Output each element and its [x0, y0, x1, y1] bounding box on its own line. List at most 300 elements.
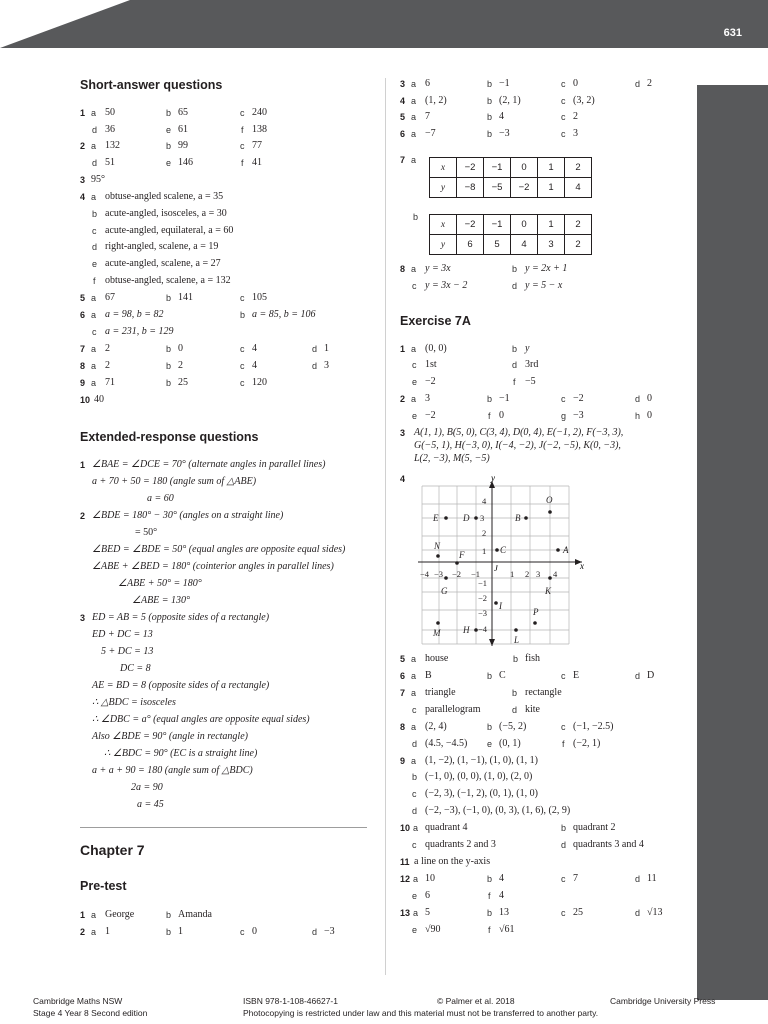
- answer: −7: [425, 128, 436, 139]
- part-label: d: [635, 908, 641, 918]
- part-label: e: [92, 259, 98, 269]
- part-label: c: [412, 281, 417, 291]
- part-label: e: [412, 891, 418, 901]
- part-label: b: [166, 378, 172, 388]
- part-label: b: [512, 344, 518, 354]
- part-label: e: [412, 377, 418, 387]
- answer: 2: [573, 111, 578, 122]
- part-label: b: [487, 79, 493, 89]
- answer: 6: [425, 890, 430, 901]
- answer: 105: [252, 292, 267, 303]
- point-e: [444, 516, 448, 520]
- part-label: b: [487, 112, 493, 122]
- part-label: e: [166, 158, 172, 168]
- table-row: [430, 215, 592, 235]
- question-number: 7: [80, 344, 86, 354]
- working-line: ED + DC = 13: [92, 629, 153, 640]
- answer: (−2, 1): [573, 738, 601, 749]
- answer: (2, 4): [425, 721, 447, 732]
- answer: y = 3x − 2: [425, 280, 468, 291]
- part-label: b: [413, 212, 419, 222]
- answer: acute-angled, scalene, a = 27: [105, 258, 221, 269]
- answer: 240: [252, 107, 267, 118]
- part-label: a: [411, 671, 417, 681]
- working-line: a = 45: [137, 799, 164, 810]
- answer: 0: [252, 926, 257, 937]
- part-label: a: [411, 264, 417, 274]
- answer: 132: [105, 140, 120, 151]
- part-label: a: [91, 378, 97, 388]
- question-number: 4: [80, 192, 86, 202]
- table-cell: 4: [565, 178, 592, 198]
- answer: 0: [499, 410, 504, 421]
- answer: quadrants 3 and 4: [573, 839, 644, 850]
- question-number: 3: [400, 428, 406, 438]
- part-label: d: [512, 705, 518, 715]
- part-label: c: [561, 79, 566, 89]
- table-cell: −5: [484, 178, 511, 198]
- part-label: a: [411, 96, 417, 106]
- y-axis-label: y: [491, 474, 495, 483]
- answer: G(−5, 1), H(−3, 0), I(−4, −2), J(−2, −5), K(0, −3),: [414, 440, 621, 451]
- answer: 50: [105, 107, 115, 118]
- footer-publisher: Cambridge University Press: [610, 996, 716, 1006]
- part-label: d: [312, 361, 318, 371]
- x-tick: 4: [553, 569, 558, 579]
- answer: 138: [252, 124, 267, 135]
- question-number: 8: [400, 264, 406, 274]
- answer: 41: [252, 157, 262, 168]
- answer: 4: [499, 873, 504, 884]
- table-cell: 6: [457, 235, 484, 255]
- table-of-values-7b: [429, 214, 592, 255]
- answer: (0, 1): [499, 738, 521, 749]
- answer: 1: [178, 926, 183, 937]
- point-label: L: [514, 635, 520, 645]
- part-label: a: [411, 79, 417, 89]
- answer: (−1, 0), (0, 0), (1, 0), (2, 0): [425, 771, 533, 782]
- table-cell: 5: [484, 235, 511, 255]
- part-label: d: [312, 927, 318, 937]
- x-tick: −2: [452, 569, 462, 579]
- x-axis-label: x: [580, 561, 584, 571]
- part-label: b: [240, 310, 246, 320]
- table-row: [430, 178, 592, 198]
- answer: −1: [499, 78, 510, 89]
- answer: √90: [425, 924, 441, 935]
- table-cell: −1: [484, 215, 511, 235]
- y-tick: 2: [482, 528, 487, 538]
- heading-pre-test: Pre-test: [80, 879, 127, 893]
- part-label: e: [487, 739, 493, 749]
- part-label: a: [413, 908, 419, 918]
- part-label: a: [411, 155, 417, 165]
- answer: quadrant 4: [425, 822, 468, 833]
- part-label: f: [488, 891, 491, 901]
- table-cell: 4: [511, 235, 538, 255]
- answer: acute-angled, equilateral, a = 60: [105, 225, 234, 236]
- question-number: 3: [80, 613, 86, 623]
- part-label: c: [240, 141, 245, 151]
- question-number: 5: [400, 654, 406, 664]
- working-line: 5 + DC = 13: [101, 646, 154, 657]
- part-label: b: [166, 361, 172, 371]
- answer: a = 98, b = 82: [105, 309, 164, 320]
- part-label: a: [91, 310, 97, 320]
- y-axis-arrow-down: [489, 639, 495, 646]
- answer: −5: [525, 376, 536, 387]
- answer: −3: [573, 410, 584, 421]
- part-label: b: [487, 722, 493, 732]
- part-label: g: [561, 411, 567, 421]
- question-number: 2: [400, 394, 406, 404]
- question-number: 10: [80, 395, 91, 405]
- footer-book-edition: Stage 4 Year 8 Second edition: [33, 1008, 148, 1018]
- coordinate-plane: [412, 474, 587, 652]
- answer: 25: [178, 377, 188, 388]
- heading-exercise-7a: Exercise 7A: [400, 314, 471, 328]
- answer: obtuse-angled scalene, a = 35: [105, 191, 224, 202]
- part-label: f: [488, 411, 491, 421]
- part-label: c: [412, 705, 417, 715]
- answer: 36: [105, 124, 115, 135]
- question-number: 12: [400, 874, 411, 884]
- working-line: DC = 8: [120, 663, 151, 674]
- working-line: ∴ ∠DBC = a° (equal angles are opposite equal sides): [92, 714, 310, 725]
- part-label: d: [635, 79, 641, 89]
- point-a: [556, 548, 560, 552]
- table-cell: −1: [484, 158, 511, 178]
- part-label: b: [487, 394, 493, 404]
- working-line: ∴ ∠BDC = 90° (EC is a straight line): [104, 748, 258, 759]
- working-line: 2a = 90: [131, 782, 163, 793]
- part-label: a: [411, 654, 417, 664]
- answer: 2: [105, 343, 110, 354]
- answer: 95°: [91, 174, 105, 185]
- part-label: a: [411, 722, 417, 732]
- heading-extended-response: Extended-response questions: [80, 430, 259, 444]
- part-label: a: [411, 112, 417, 122]
- table-cell: 1: [538, 215, 565, 235]
- answer: (1, −2), (1, −1), (1, 0), (1, 1): [425, 755, 538, 766]
- point-label: M: [433, 628, 441, 638]
- question-number: 10: [400, 823, 411, 833]
- working-line: ∠ABE + ∠BED = 180° (cointerior angles in parallel lines): [92, 561, 334, 572]
- part-label: c: [412, 789, 417, 799]
- point-label: P: [533, 607, 539, 617]
- working-line: a = 60: [147, 493, 174, 504]
- side-tab: [697, 85, 768, 1000]
- question-number: 2: [80, 927, 86, 937]
- table-cell: y: [430, 235, 457, 255]
- answer: 0: [647, 393, 652, 404]
- answer: C: [499, 670, 506, 681]
- answer: √61: [499, 924, 515, 935]
- part-label: a: [411, 756, 417, 766]
- table-cell: 0: [511, 158, 538, 178]
- answer: 61: [178, 124, 188, 135]
- y-tick: 4: [482, 496, 487, 506]
- part-label: a: [91, 910, 97, 920]
- answer: 51: [105, 157, 115, 168]
- part-label: b: [512, 264, 518, 274]
- answer: −2: [425, 410, 436, 421]
- question-number: 8: [80, 361, 86, 371]
- point-i: [494, 601, 498, 605]
- answer: a = 85, b = 106: [252, 309, 316, 320]
- table-cell: −2: [457, 215, 484, 235]
- answer: −2: [425, 376, 436, 387]
- question-number: 3: [400, 79, 406, 89]
- working-line: = 50°: [135, 527, 158, 538]
- table-cell: 1: [538, 178, 565, 198]
- part-label: c: [92, 327, 97, 337]
- answer: 7: [573, 873, 578, 884]
- part-label: d: [92, 158, 98, 168]
- answer: −3: [324, 926, 335, 937]
- part-label: d: [312, 344, 318, 354]
- part-label: a: [411, 344, 417, 354]
- footer-isbn: ISBN 978-1-108-46627-1: [243, 996, 338, 1006]
- part-label: c: [561, 874, 566, 884]
- heading-chapter: Chapter 7: [80, 842, 145, 858]
- answer: y = 3x: [425, 263, 451, 274]
- part-label: a: [91, 192, 97, 202]
- answer: (−2, 3), (−1, 2), (0, 1), (1, 0): [425, 788, 538, 799]
- y-tick: −1: [478, 578, 488, 588]
- answer: 1: [105, 926, 110, 937]
- part-label: b: [487, 96, 493, 106]
- answer: (−1, −2.5): [573, 721, 614, 732]
- part-label: e: [412, 925, 418, 935]
- part-label: c: [240, 293, 245, 303]
- part-label: a: [91, 108, 97, 118]
- table-cell: y: [430, 178, 457, 198]
- column-divider: [385, 78, 386, 975]
- answer: 3: [573, 128, 578, 139]
- part-label: b: [92, 209, 98, 219]
- part-label: c: [561, 112, 566, 122]
- footer-book-title: Cambridge Maths NSW: [33, 996, 123, 1006]
- working-line: ∠BAE = ∠DCE = 70° (alternate angles in parallel lines): [92, 459, 326, 470]
- part-label: e: [166, 125, 172, 135]
- section-divider: [80, 827, 367, 828]
- part-label: c: [561, 96, 566, 106]
- point-label: I: [499, 601, 502, 611]
- page-header-bar: [0, 0, 768, 48]
- part-label: b: [166, 344, 172, 354]
- answer: y = 2x + 1: [525, 263, 568, 274]
- answer: 4: [252, 343, 257, 354]
- table-cell: −8: [457, 178, 484, 198]
- answer: 10: [425, 873, 435, 884]
- part-label: c: [561, 394, 566, 404]
- part-label: c: [240, 344, 245, 354]
- answer: 0: [573, 78, 578, 89]
- part-label: b: [166, 108, 172, 118]
- part-label: f: [562, 739, 565, 749]
- part-label: a: [91, 293, 97, 303]
- point-label: E: [433, 513, 439, 523]
- y-tick: −4: [478, 624, 488, 634]
- answer: 6: [425, 78, 430, 89]
- point-l: [514, 628, 518, 632]
- question-number: 5: [400, 112, 406, 122]
- part-label: a: [411, 394, 417, 404]
- part-label: d: [635, 394, 641, 404]
- part-label: f: [488, 925, 491, 935]
- working-line: AE = BD = 8 (opposite sides of a rectangle): [92, 680, 270, 691]
- answer: 4: [499, 890, 504, 901]
- answer: (3, 2): [573, 95, 595, 106]
- answer: −2: [573, 393, 584, 404]
- point-label: G: [441, 586, 448, 596]
- answer: B: [425, 670, 432, 681]
- part-label: c: [240, 378, 245, 388]
- part-label: d: [92, 125, 98, 135]
- x-tick: 3: [536, 569, 541, 579]
- question-number: 7: [400, 688, 406, 698]
- point-label: K: [545, 586, 552, 596]
- working-line: ∠ABE = 130°: [132, 595, 191, 606]
- answer: E: [573, 670, 580, 681]
- table-cell: x: [430, 215, 457, 235]
- answer: 77: [252, 140, 262, 151]
- answer: 4: [499, 111, 504, 122]
- answer: (−5, 2): [499, 721, 527, 732]
- part-label: b: [166, 293, 172, 303]
- point-label: B: [515, 513, 521, 523]
- header-corner-cut: [0, 0, 130, 48]
- y-tick-labels: [478, 496, 488, 634]
- working-line: ∠ABE + 50° = 180°: [118, 578, 202, 589]
- answer: triangle: [425, 687, 456, 698]
- answer: 0: [178, 343, 183, 354]
- answer: kite: [525, 704, 540, 715]
- answer: 0: [647, 410, 652, 421]
- answer: 146: [178, 157, 193, 168]
- question-number: 5: [80, 293, 86, 303]
- part-label: c: [561, 908, 566, 918]
- question-number: 1: [400, 344, 406, 354]
- question-number: 9: [80, 378, 86, 388]
- part-label: c: [561, 129, 566, 139]
- part-label: d: [412, 739, 418, 749]
- table-cell: 2: [565, 235, 592, 255]
- answer: 1st: [425, 359, 437, 370]
- part-label: b: [513, 654, 519, 664]
- answer: fish: [525, 653, 540, 664]
- part-label: b: [166, 141, 172, 151]
- origin-label: J: [494, 563, 498, 573]
- point-g: [444, 576, 448, 580]
- answer: 2: [105, 360, 110, 371]
- answer: −3: [499, 128, 510, 139]
- question-number: 8: [400, 722, 406, 732]
- answer: 99: [178, 140, 188, 151]
- answer: Amanda: [178, 909, 212, 920]
- point-label: N: [434, 541, 441, 551]
- answer: acute-angled, isosceles, a = 30: [105, 208, 227, 219]
- question-number: 1: [80, 108, 86, 118]
- answer: 11: [647, 873, 657, 884]
- part-label: c: [240, 361, 245, 371]
- heading-short-answer: Short-answer questions: [80, 78, 223, 92]
- y-tick: 1: [482, 546, 487, 556]
- part-label: c: [412, 840, 417, 850]
- part-label: c: [92, 226, 97, 236]
- answer: parallelogram: [425, 704, 481, 715]
- x-tick: 1: [510, 569, 515, 579]
- part-label: b: [412, 772, 418, 782]
- working-line: ∠BDE = 180° − 30° (angles on a straight line): [92, 510, 284, 521]
- working-line: Also ∠BDE = 90° (angle in rectangle): [92, 731, 248, 742]
- part-label: d: [512, 281, 518, 291]
- point-label: O: [546, 495, 553, 505]
- x-tick-labels: [420, 569, 558, 579]
- part-label: a: [91, 927, 97, 937]
- answer: −1: [499, 393, 510, 404]
- table-cell: −2: [457, 158, 484, 178]
- point-k: [548, 576, 552, 580]
- answer: √13: [647, 907, 663, 918]
- point-d: [474, 516, 478, 520]
- working-line: ∠BED = ∠BDE = 50° (equal angles are opposite equal sides): [92, 544, 346, 555]
- question-number: 2: [80, 141, 86, 151]
- part-label: d: [635, 671, 641, 681]
- table-row: [430, 158, 592, 178]
- table-cell: 3: [538, 235, 565, 255]
- question-number: 1: [80, 460, 86, 470]
- part-label: a: [411, 688, 417, 698]
- answer: y = 5 − x: [525, 280, 563, 291]
- question-number: 13: [400, 908, 411, 918]
- part-label: d: [92, 242, 98, 252]
- question-number: 6: [80, 310, 86, 320]
- answer: 65: [178, 107, 188, 118]
- x-tick: −4: [420, 569, 430, 579]
- answer: right-angled, scalene, a = 19: [105, 241, 219, 252]
- x-tick: 2: [525, 569, 530, 579]
- part-label: b: [487, 671, 493, 681]
- answer: 4: [252, 360, 257, 371]
- part-label: b: [561, 823, 567, 833]
- answer: L(2, −3), M(5, −5): [414, 453, 490, 464]
- table-cell: 2: [565, 215, 592, 235]
- part-label: a: [411, 129, 417, 139]
- working-line: a + 70 + 50 = 180 (angle sum of △ABE): [92, 476, 257, 487]
- point-o: [548, 510, 552, 514]
- x-tick: −1: [471, 569, 481, 579]
- working-line: ∴ △BDC = isosceles: [92, 697, 176, 708]
- point-label: C: [500, 545, 507, 555]
- part-label: b: [166, 910, 172, 920]
- part-label: c: [412, 360, 417, 370]
- point-f: [455, 561, 459, 565]
- part-label: c: [561, 671, 566, 681]
- x-tick: −3: [434, 569, 444, 579]
- part-label: f: [513, 377, 516, 387]
- answer: house: [425, 653, 449, 664]
- part-label: d: [412, 806, 418, 816]
- answer: 2: [178, 360, 183, 371]
- answer: D: [647, 670, 655, 681]
- answer: 3rd: [525, 359, 539, 370]
- point-c: [495, 548, 499, 552]
- point-label: D: [463, 513, 470, 523]
- answer: 2: [647, 78, 652, 89]
- answer: 120: [252, 377, 267, 388]
